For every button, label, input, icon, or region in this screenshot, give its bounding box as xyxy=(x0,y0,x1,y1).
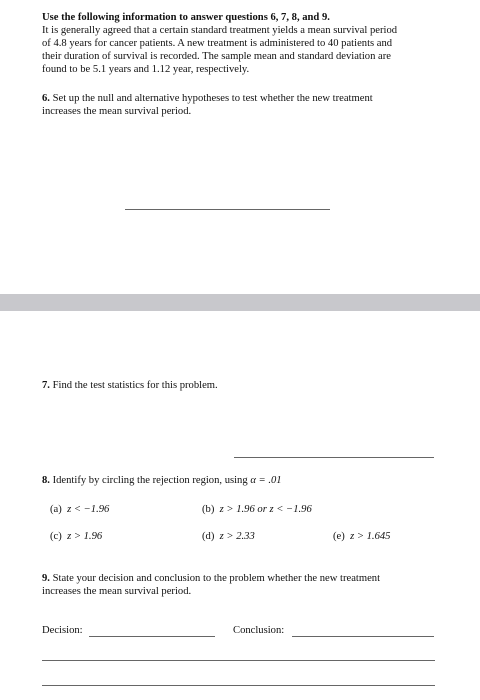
question-9-number: 9. xyxy=(42,573,50,584)
option-a-label: (a) xyxy=(50,504,62,515)
question-9-line-1: State your decision and conclusion to the problem whether the new treatment xyxy=(52,573,381,584)
page-gap-band xyxy=(0,294,480,311)
question-8-number: 8. xyxy=(42,475,50,486)
question-7 xyxy=(42,379,218,393)
option-a[interactable] xyxy=(50,503,109,517)
conclusion-continuation-line-2[interactable] xyxy=(42,685,435,686)
option-c[interactable] xyxy=(50,530,102,544)
question-9-line-2: increases the mean survival period. xyxy=(42,586,192,597)
option-d-label: (d) xyxy=(202,531,215,542)
conclusion-answer-line[interactable] xyxy=(292,636,434,637)
conclusion-label: Conclusion: xyxy=(233,625,285,636)
question-6-line-2: increases the mean survival period. xyxy=(42,106,192,117)
intro-line-2: of 4.8 years for cancer patients. A new treatment is administered to 40 patients and xyxy=(42,38,393,49)
option-d[interactable] xyxy=(202,530,255,544)
option-a-value: z < −1.96 xyxy=(67,504,110,515)
question-6-number: 6. xyxy=(42,93,50,104)
question-6 xyxy=(42,92,373,106)
decision-label: Decision: xyxy=(42,625,83,636)
question-6-line-1: Set up the null and alternative hypotheses to test whether the new treatment xyxy=(52,93,373,104)
question-6-answer-line[interactable] xyxy=(125,209,330,210)
option-d-value: z > 2.33 xyxy=(219,531,255,542)
intro-line-3: their duration of survival is recorded. The sample mean and standard deviation are xyxy=(42,51,391,62)
option-e[interactable] xyxy=(333,530,390,544)
question-8-text: Identify by circling the rejection region, using xyxy=(52,475,248,486)
intro-line-4: found to be 5.1 years and 1.12 year, respectively. xyxy=(42,64,250,75)
option-b-value: z > 1.96 or z < −1.96 xyxy=(219,504,312,515)
option-e-label: (e) xyxy=(333,531,345,542)
question-7-answer-line[interactable] xyxy=(234,457,434,458)
option-c-label: (c) xyxy=(50,531,62,542)
option-c-value: z > 1.96 xyxy=(67,531,103,542)
decision-answer-line[interactable] xyxy=(89,636,215,637)
question-7-number: 7. xyxy=(42,380,50,391)
intro-heading: Use the following information to answer questions 6, 7, 8, and 9. xyxy=(42,12,330,23)
question-9 xyxy=(42,572,380,586)
question-8 xyxy=(42,474,282,488)
intro-line-1: It is generally agreed that a certain standard treatment yields a mean survival period xyxy=(42,25,398,36)
option-b-label: (b) xyxy=(202,504,215,515)
question-8-alpha: α = .01 xyxy=(250,475,282,486)
option-b[interactable] xyxy=(202,503,312,517)
conclusion-continuation-line-1[interactable] xyxy=(42,660,435,661)
option-e-value: z > 1.645 xyxy=(350,531,391,542)
question-7-text: Find the test statistics for this problem. xyxy=(52,380,218,391)
